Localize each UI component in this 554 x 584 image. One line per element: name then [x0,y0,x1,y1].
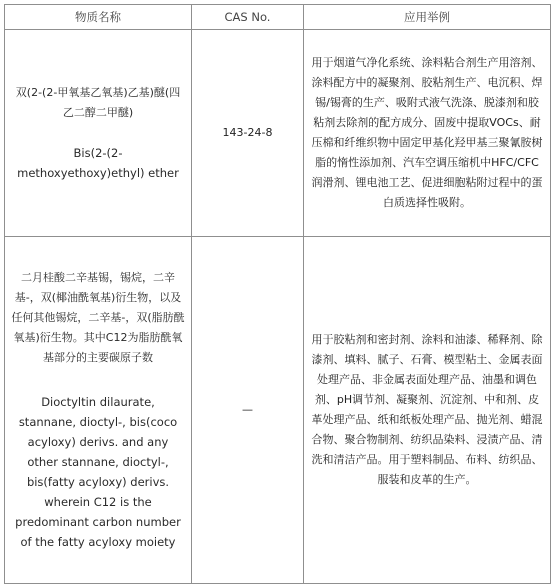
table-row [5,30,551,237]
header-substance-name: 物质名称 [5,5,192,30]
substance-name-en: Dioctyltin dilaurate, stannane, dioctyl-, bis(coco acyloxy) derivs. and any other stannane, dioctyl-, bis(fatty acyloxy) derivs. wherein C12 is the predominant carbon number of the fatty acyloxy moiety [15,395,181,549]
cas-number-cell: 143-24-8 [192,30,304,237]
substance-name-en: Bis(2-(2-methoxyethoxy)ethyl) ether [17,146,179,180]
substance-name-zh: 二月桂酸二辛基锡，锡烷，二辛基-，双(椰油酰氧基)衍生物，以及任何其他锡烷，二辛基-，双(脂肪酰氧基)衍生物。其中C12为脂肪酰氧基部分的主要碳原子数 [11,271,185,364]
header-cas-no: CAS No. [192,5,304,30]
substance-name-cell [5,237,192,584]
table-row [5,237,551,584]
cas-number-cell: — [192,237,304,584]
substance-name-zh: 双(2-(2-甲氧基乙氧基)乙基)醚(四乙二醇二甲醚) [15,86,181,119]
substance-table [4,4,551,584]
header-application-examples: 应用举例 [304,5,551,30]
header-row [5,5,551,30]
application-examples-cell: 用于烟道气净化系统、涂料粘合剂生产用溶剂、涂料配方中的凝聚剂、胶粘剂生产、电沉积、焊锡/锡膏的生产、吸附式液气洗涤、脱漆剂和胶粘剂去除剂的配方成分、固废中提取VOCs、耐压棉和纤维织物中固定甲基化羟甲基三聚氰胺树脂的惰性添加剂、汽车空调压缩机中HFC/CFC润滑剂、锂电池工艺、促进细胞粘附过程中的蛋白质选择性吸附。 [304,30,551,237]
substance-name-cell [5,30,192,237]
application-examples-cell: 用于胶粘剂和密封剂、涂料和油漆、稀释剂、除漆剂、填料、腻子、石膏、模型粘土、金属表面处理产品、非金属表面处理产品、油墨和调色剂、pH调节剂、凝聚剂、沉淀剂、中和剂、皮革处理产品、纸和纸板处理产品、抛光剂、蜡混合物、聚合物制剂、纺织品染料、浸渍产品、清洗和清洁产品。用于塑料制品、布料、纺织品、服装和皮革的生产。 [304,237,551,584]
